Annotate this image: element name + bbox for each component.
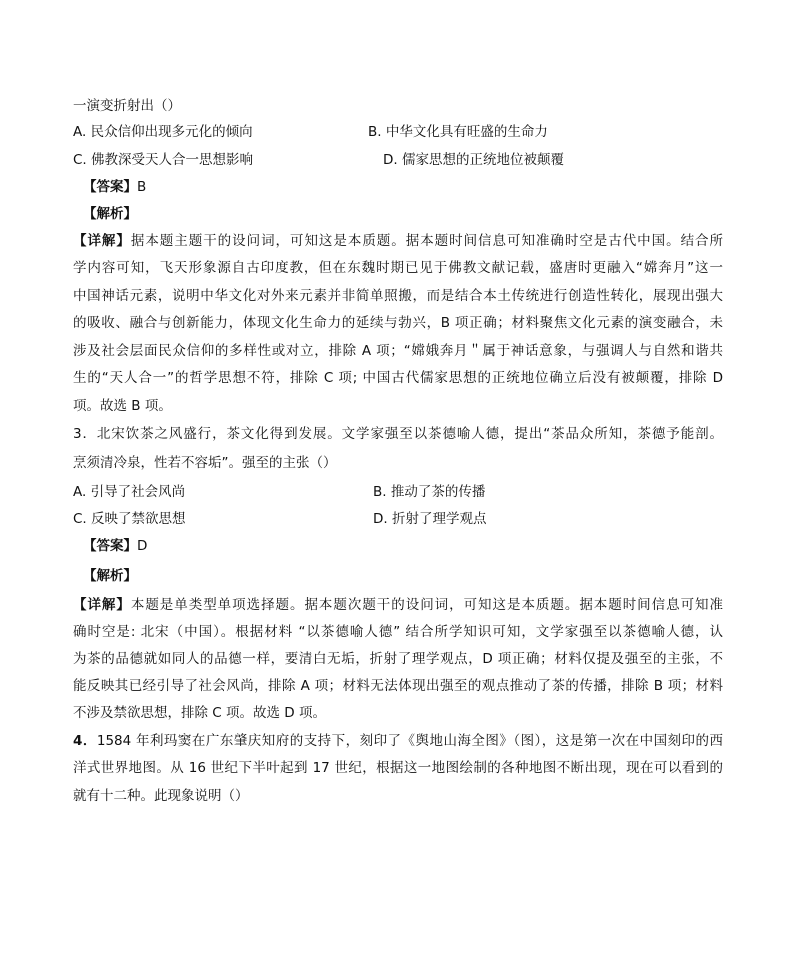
q3-stem-line-1 [73,424,723,444]
q2-detail-line-3: 中国神话元素，说明中华文化对外来元素并非简单照搬，而是结合本土传统进行创造性转化，展现出强大 [73,288,723,304]
q2-detail-line-7: 项。故选 B 项。 [73,398,172,414]
q3-option-a: A. 引导了社会风尚 [73,484,186,500]
q2-answer [83,177,146,197]
q3-detail-line-4: 能反映其已经引导了社会风尚，排除 A 项；材料无法体现出强至的观点推动了茶的传播，排除 B 项；材料 [73,678,723,694]
q4-stem-line-2: 洋式世界地图。从 16 世纪下半叶起到 17 世纪，根据这一地图绘制的各种地图不断出现，现在可以看到的 [73,760,723,776]
detail-text: 据本题主题干的设问词，可知这是本质题。据本题时间信息可知准确时空是古代中国。结合所 [130,233,724,249]
q2-detail-line-5: 涉及社会层面民众信仰的多样性或对立，排除 A 项；“嫦娥奔月＂属于神话意象，与强调人与自然和谐共 [73,343,723,359]
q2-option-a: A. 民众信仰出现多元化的倾向 [73,124,253,140]
q3-analysis-label: 【解析】 [83,568,137,584]
answer-label: 【答案】 [83,538,137,554]
q4-number: 4． [73,733,97,749]
q3-option-d: D. 折射了理学观点 [373,511,487,527]
q2-detail-line-6: 生的“天人合一”的哲学思想不符，排除 C 项; 中国古代儒家思想的正统地位确立后没有被颠覆，排除 D [73,370,723,386]
q3-detail-line-5: 不涉及禁欲思想，排除 C 项。故选 D 项。 [73,705,326,721]
q4-stem-line-1 [73,731,723,751]
q3-detail-line-1 [73,595,723,615]
answer-value: D [137,538,148,554]
q4-stem-text: 1584 年利玛窦在广东肇庆知府的支持下，刻印了《舆地山海全图》（图），这是第一次在中国刻印的西 [96,733,723,749]
q2-detail-line-4: 的吸收、融合与创新能力，体现文化生命力的延续与勃兴，B 项正确；材料聚焦文化元素的演变融合，未 [73,315,723,331]
q3-option-c: C. 反映了禁欲思想 [73,511,186,527]
q3-detail-line-2: 确时空是: 北宋（中国）。根据材料 “以茶德喻人德” 结合所学知识可知，文学家强至以茶德喻人德，认 [73,624,723,640]
q2-option-b: B. 中华文化具有旺盛的生命力 [368,124,548,140]
q4-stem-line-3: 就有十二种。此现象说明（） [73,788,249,804]
q2-analysis-label: 【解析】 [83,206,137,222]
q2-option-d: D. 儒家思想的正统地位被颠覆 [383,152,564,168]
q3-number: 3． [73,426,97,442]
q3-option-b: B. 推动了茶的传播 [373,484,486,500]
q3-answer [83,536,147,556]
detail-text: 本题是单类型单项选择题。据本题次题干的设问词，可知这是本质题。据本题时间信息可知准 [130,597,724,613]
detail-label: 【详解】 [73,233,131,249]
detail-label: 【详解】 [73,597,131,613]
q2-option-c: C. 佛教深受天人合一思想影响 [73,152,254,168]
answer-value: B [137,179,147,195]
q2-detail-line-2: 学内容可知，飞天形象源自古印度教，但在东魏时期已见于佛教文献记载，盛唐时更融入“嫦奔月”这一 [73,260,723,276]
q2-detail-line-1 [73,231,723,251]
q3-stem-text: 北宋饮茶之风盛行，茶文化得到发展。文学家强至以茶德喻人德，提出“茶品众所知，茶德予能剖。 [96,426,723,442]
q3-detail-line-3: 为茶的品德就如同人的品德一样，要清白无垢，折射了理学观点，D 项正确；材料仅提及强至的主张，不 [73,651,723,667]
q2-stem-tail: 一演变折射出（） [73,98,181,114]
answer-label: 【答案】 [83,179,137,195]
q3-stem-line-2: 烹须清冷泉，性若不容垢”。强至的主张（） [73,455,337,471]
